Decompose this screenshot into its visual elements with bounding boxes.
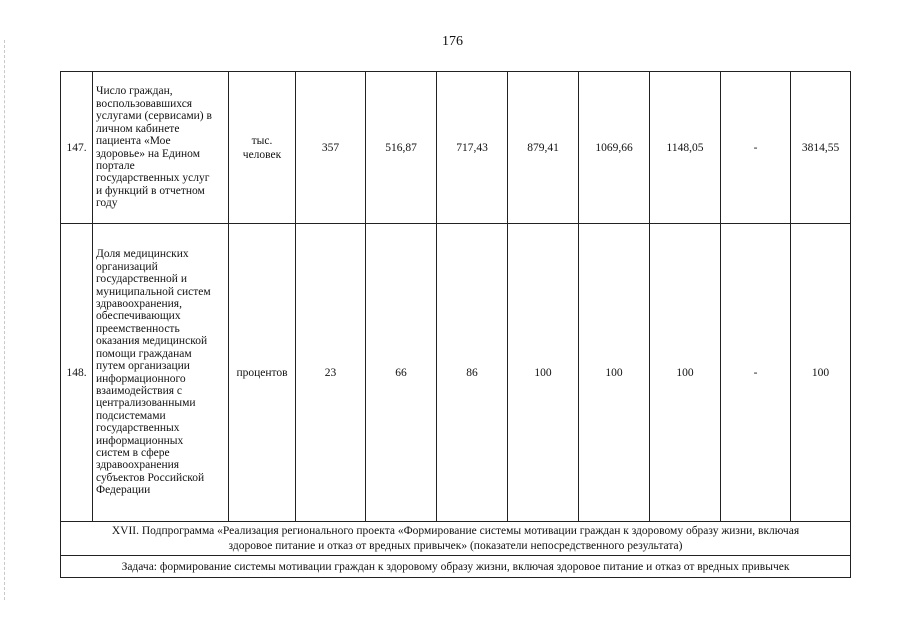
indicator-description: Доля медицинских организаций государственной и муниципальной систем здравоохранения, обеспечивающих преемственность оказания медицинской помощи гражданам путем организации информационного взаимодействия с централизованными подсистемами государственных информационных систем в сфере здравоохранения субъектов Российской Федерации (93, 224, 229, 522)
unit-cell: процентов (229, 224, 296, 522)
value-cell: 100 (508, 224, 579, 522)
subprogram-heading: XVII. Подпрограмма «Реализация регионального проекта «Формирование системы мотивации граждан к здоровому образу жизни, включая здоровое питание и отказ от вредных привычек» (показатели непосредственного результата) (61, 522, 851, 556)
binding-margin-line (4, 40, 5, 600)
subprogram-row (61, 522, 851, 556)
value-cell: 23 (296, 224, 366, 522)
value-cell: - (721, 224, 791, 522)
unit-cell: тыс. человек (229, 72, 296, 224)
page-number: 176 (442, 34, 463, 49)
value-cell: 717,43 (437, 72, 508, 224)
row-number: 148. (61, 224, 93, 522)
value-cell: 879,41 (508, 72, 579, 224)
indicators-table (60, 71, 851, 578)
value-cell: 100 (791, 224, 851, 522)
row-number: 147. (61, 72, 93, 224)
indicator-description: Число граждан, воспользовавшихся услугами (сервисами) в личном кабинете пациента «Мое здоровье» на Едином портале государственных услуг и функций в отчетном году (93, 72, 229, 224)
value-cell: 66 (366, 224, 437, 522)
value-cell: - (721, 72, 791, 224)
value-cell: 357 (296, 72, 366, 224)
value-cell: 100 (579, 224, 650, 522)
value-cell: 1069,66 (579, 72, 650, 224)
task-heading: Задача: формирование системы мотивации граждан к здоровому образу жизни, включая здоровое питание и отказ от вредных привычек (61, 556, 851, 578)
value-cell: 100 (650, 224, 721, 522)
table-row (61, 72, 851, 224)
task-row (61, 556, 851, 578)
value-cell: 516,87 (366, 72, 437, 224)
value-cell: 3814,55 (791, 72, 851, 224)
value-cell: 1148,05 (650, 72, 721, 224)
value-cell: 86 (437, 224, 508, 522)
table-row (61, 224, 851, 522)
